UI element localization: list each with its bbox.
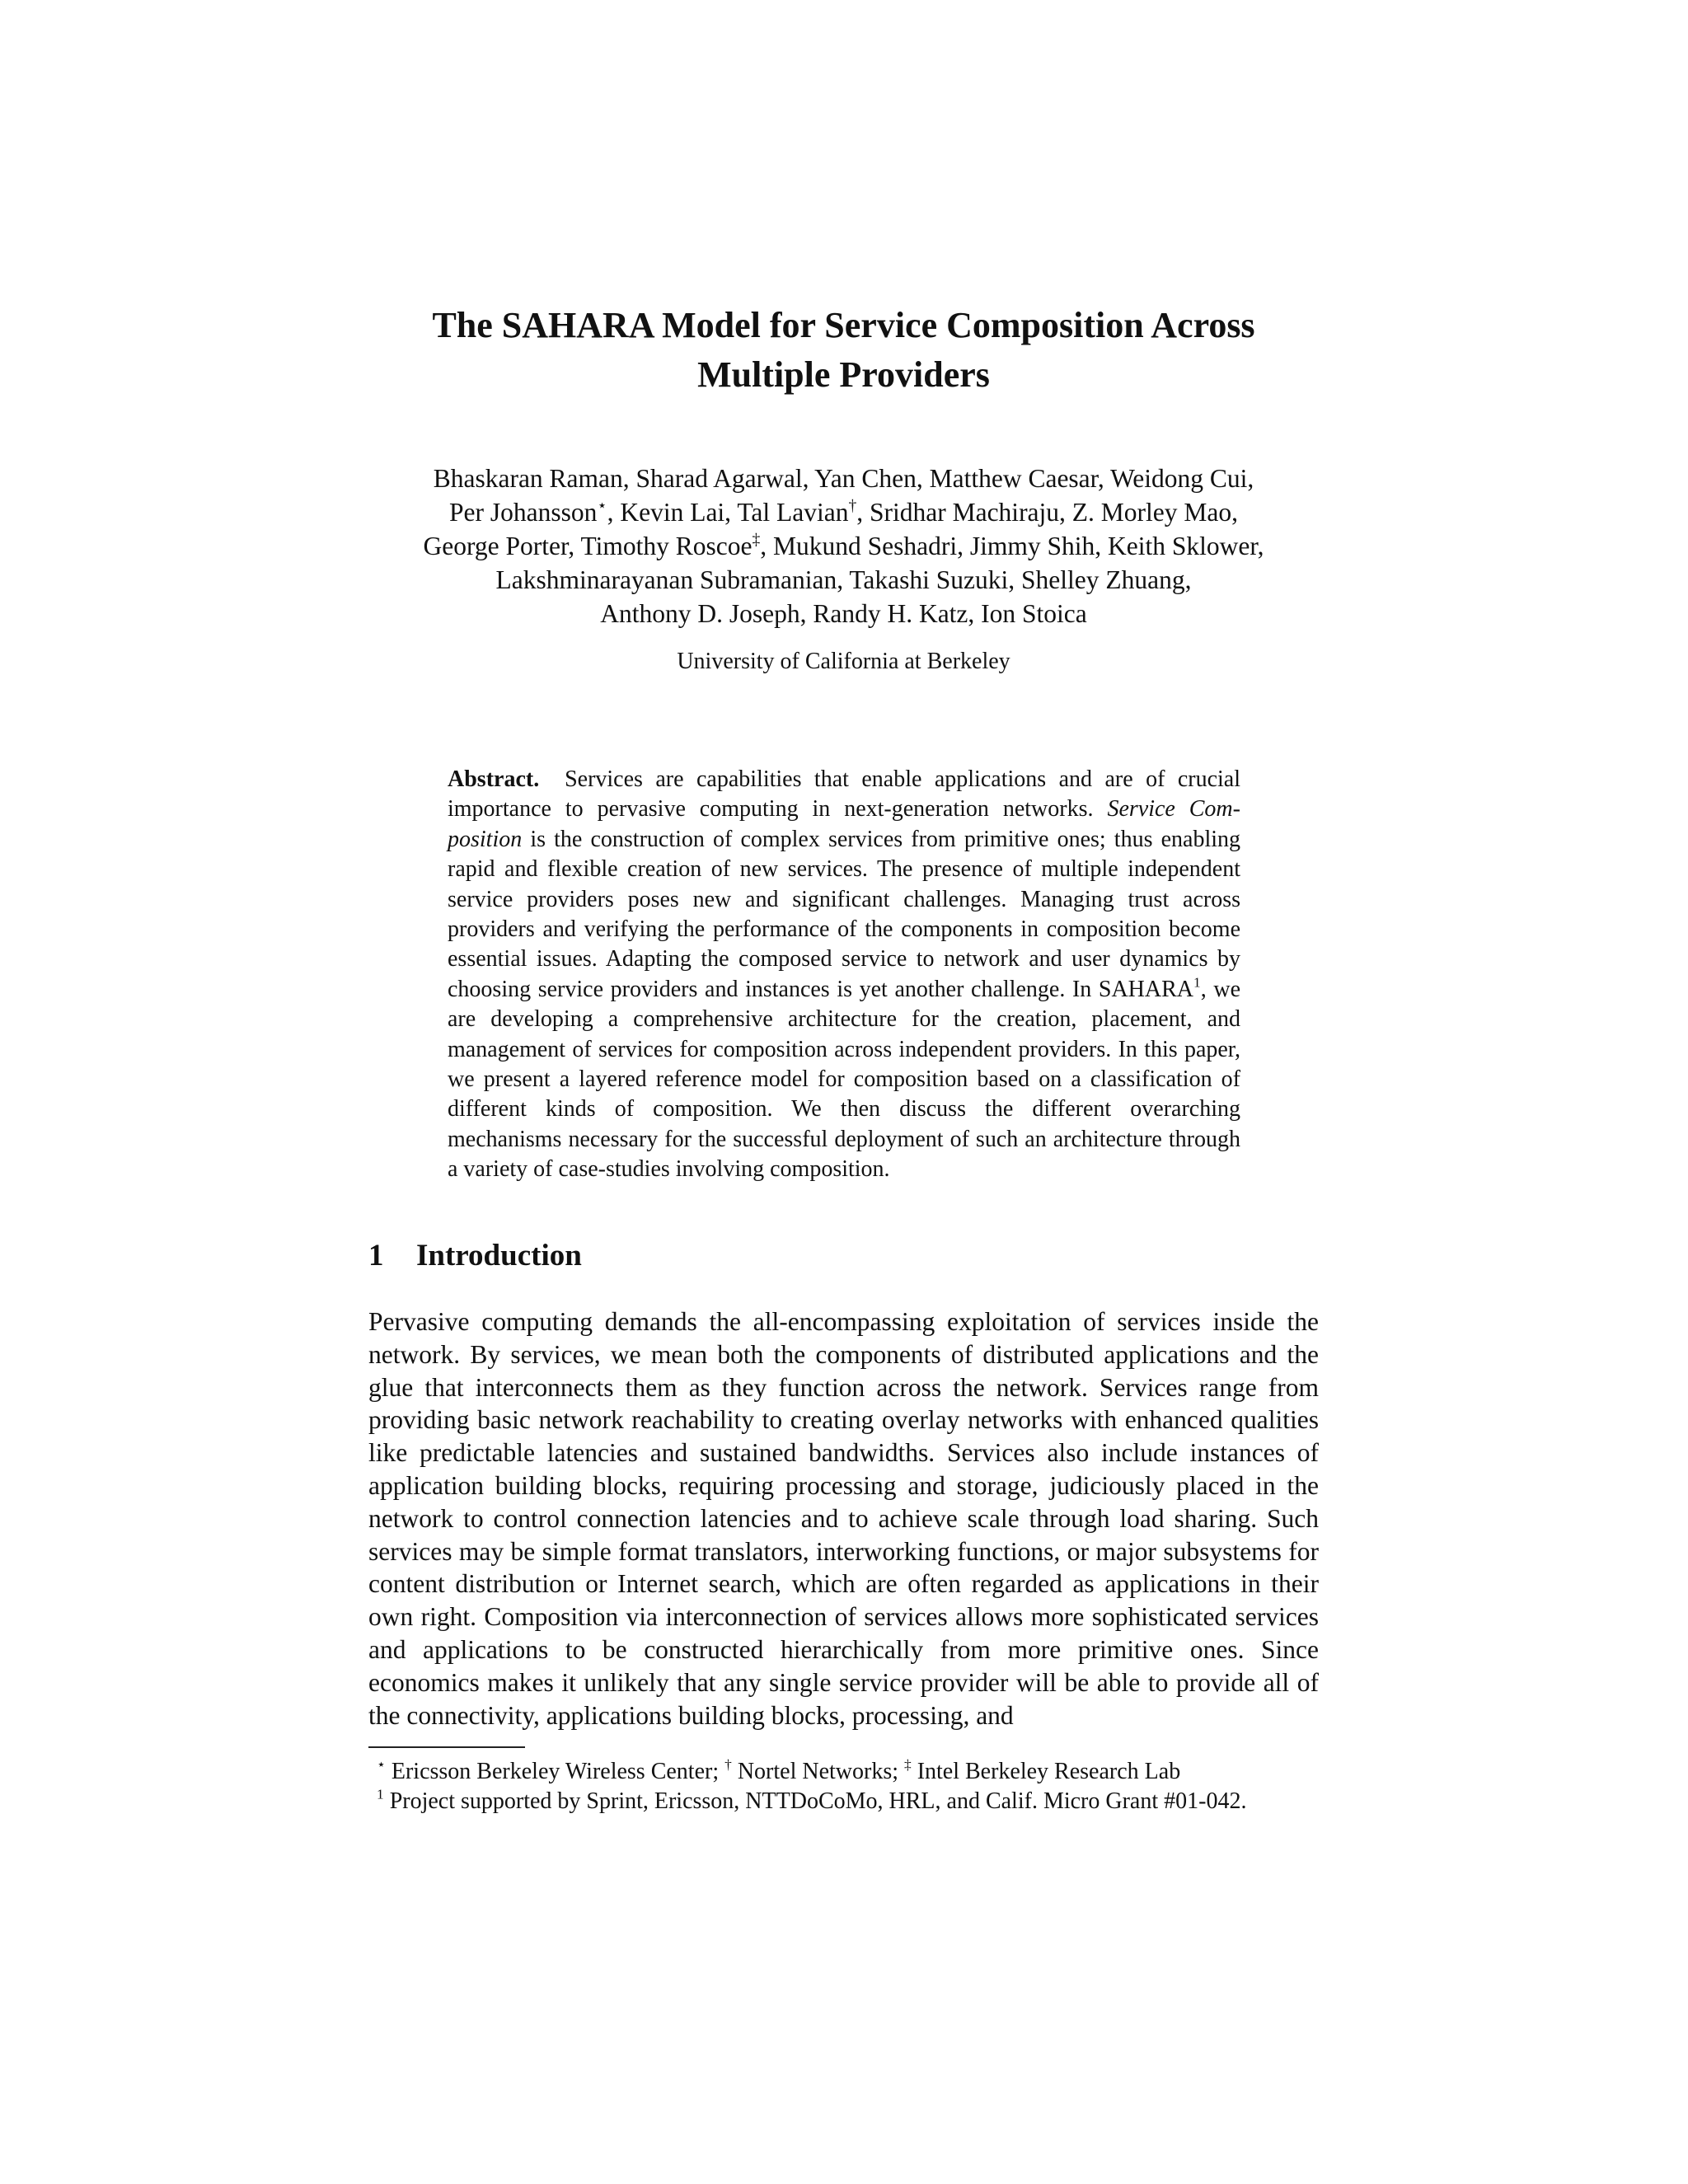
footnote-text: Intel Berkeley Research Lab	[911, 1759, 1181, 1784]
footnote-mark: †	[724, 1756, 732, 1773]
author-line-2	[313, 495, 1374, 529]
footnote-text: Ericsson Berkeley Wireless Center;	[385, 1759, 725, 1784]
abstract	[448, 765, 1240, 1185]
footnote-text: Project supported by Sprint, Ericsson, NTTDoCoMo, HRL, and Calif. Micro Grant #01-042.	[383, 1788, 1247, 1814]
footnote-mark: ‡	[904, 1756, 912, 1773]
author-list	[313, 462, 1374, 630]
author-line-1: Bhaskaran Raman, Sharad Agarwal, Yan Chen, Matthew Caesar, Weidong Cui,	[433, 464, 1254, 493]
affiliation-mark: †	[848, 497, 857, 515]
abstract-text: , we are developing a comprehensive architecture for the creation, placement, and management of services for composition across independent providers. In this paper, we present a layered reference model for composition based on a classification of different kinds of composition. We then discuss the different overarching mechanisms necessary for the successful deployment of such an architecture through a variety of case-studies involving composition.	[448, 976, 1240, 1183]
intro-paragraph: Pervasive computing demands the all-encompassing exploitation of services inside the network. By services, we mean both the components of distributed applications and the glue that interconnects them as they function across the network. Services range from providing basic network reachability to creating overlay networks with enhanced qualities like predictable latencies and sustained bandwidths. Services also include instances of application building blocks, requiring processing and storage, judiciously placed in the network to control connection latencies and to achieve scale through load sharing. Such services may be simple format translators, interworking functions, or major subsystems for content distribution or Internet search, which are often regarded as applications in their own right. Composition via interconnection of services allows more sophisticated services and applications to be constructed hierarchically from more primitive ones. Since economics makes it unlikely that any single service provider will be able to provide all of the connectivity, applications building blocks, processing, and	[368, 1307, 1319, 1730]
author-text: George Porter, Timothy Roscoe	[423, 532, 753, 560]
abstract-text: Services are capabilities that enable applications and are of crucial importance to pervasive computing in next-generation networks.	[448, 766, 1240, 823]
abstract-label: Abstract.	[448, 766, 540, 792]
section-heading	[368, 1238, 582, 1274]
footnote-affiliations	[368, 1757, 1325, 1787]
affiliation: University of California at Berkeley	[677, 649, 1010, 674]
author-text: , Sridhar Machiraju, Z. Morley Mao,	[856, 498, 1238, 527]
footnote-mark: ⋆	[377, 1756, 386, 1773]
author-line-5: Anthony D. Joseph, Randy H. Katz, Ion Stoica	[600, 599, 1087, 628]
footnote-funding	[368, 1787, 1325, 1816]
affiliation-mark: ⋆	[597, 497, 607, 515]
paper-title	[313, 301, 1374, 400]
section-title: Introduction	[416, 1239, 582, 1272]
author-line-4: Lakshminarayanan Subramanian, Takashi Suzuki, Shelley Zhuang,	[495, 565, 1192, 594]
footnote-divider	[368, 1746, 525, 1748]
section-number: 1	[368, 1239, 384, 1272]
author-text: , Kevin Lai, Tal Lavian	[607, 498, 849, 527]
author-text: Per Johansson	[449, 498, 598, 527]
title-line-2: Multiple Providers	[697, 354, 990, 395]
title-line-1: The SAHARA Model for Service Composition Across	[432, 305, 1255, 345]
abstract-text: is the construction of complex services from primitive ones; thus enabling rapid and flexible creation of new services. The presence of multiple independent service providers poses new and significant challenges. Managing trust across providers and verifying the performance of the components in composition become essential issues. Adapting the composed service to network and user dynamics by choosing service providers and instances is yet another challenge. In SAHARA	[448, 826, 1241, 1002]
footnotes	[368, 1757, 1325, 1816]
affiliation-mark: ‡	[752, 531, 761, 549]
footnote-mark: 1	[377, 1786, 384, 1802]
abstract-term: Service Composition	[448, 796, 1240, 852]
author-text: , Mukund Seshadri, Jimmy Shih, Keith Sklower,	[760, 532, 1264, 560]
footnote-text: Nortel Networks;	[731, 1759, 904, 1784]
footnote-ref: 1	[1193, 974, 1201, 991]
author-line-3	[313, 529, 1374, 563]
